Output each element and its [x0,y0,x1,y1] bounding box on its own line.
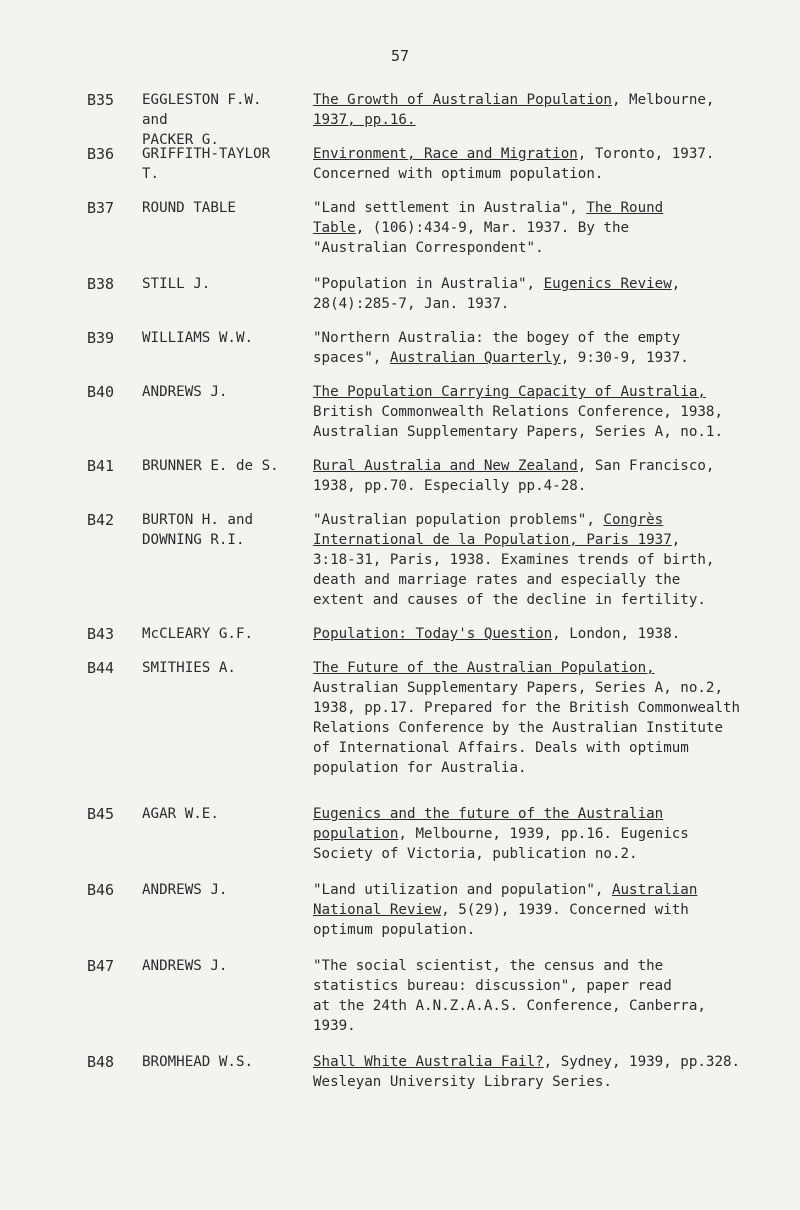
citation-line [313,382,800,402]
bibliography-entry [0,456,800,496]
citation-text: "Land settlement in Australia", [313,200,587,216]
citation-line [313,110,800,130]
citation-line [313,530,800,550]
entry-author [142,90,292,150]
citation-line [313,510,800,530]
citation-title: Shall White Australia Fail? [313,1054,544,1070]
entry-citation [313,624,800,644]
citation-text: spaces", [313,350,390,366]
citation-text: "Northern Australia: the bogey of the empty [313,330,681,346]
citation-text: of International Affairs. Deals with optimum [313,740,689,756]
entry-code: B46 [87,881,115,899]
author-line: GRIFFITH-TAYLOR [142,146,271,162]
author-line: ANDREWS J. [142,958,228,974]
bibliography-entry [0,1052,800,1092]
citation-text: extent and causes of the decline in fertility. [313,592,706,608]
entry-citation [313,90,800,130]
citation-title: International de la Population, Paris 1937 [313,532,672,548]
citation-line [313,1072,800,1092]
citation-line [313,1052,800,1072]
entry-code: B48 [87,1053,115,1071]
citation-line [313,844,800,864]
citation-text: "Australian Correspondent". [313,240,544,256]
author-line: ANDREWS J. [142,882,228,898]
citation-line [313,900,800,920]
citation-text: Society of Victoria, publication no.2. [313,846,638,862]
author-line: McCLEARY G.F. [142,626,254,642]
citation-text: British Commonwealth Relations Conference, 1938, [313,404,723,420]
citation-line [313,678,800,698]
entry-citation [313,956,800,1036]
bibliography-entry [0,956,800,1036]
citation-text: , 9:30-9, 1937. [560,350,689,366]
bibliography-entry [0,880,800,940]
citation-text: , (106):434-9, Mar. 1937. By the [355,220,630,236]
citation-line [313,402,800,422]
citation-title: National Review [313,902,442,918]
bibliography-list [0,90,800,1092]
citation-line [313,920,800,940]
entry-author [142,880,292,900]
entry-code: B47 [87,957,115,975]
citation-line [313,758,800,778]
entry-author [142,658,292,678]
citation-title: Congrès [603,512,664,528]
citation-line [313,198,800,218]
bibliography-entry [0,144,800,184]
citation-line [313,456,800,476]
citation-text: "The social scientist, the census and the [313,958,664,974]
citation-line [313,996,800,1016]
citation-line [313,570,800,590]
author-line: STILL J. [142,276,211,292]
citation-text: 1939. [313,1018,356,1034]
author-line: BRUNNER E. de S. [142,458,279,474]
entry-author [142,382,292,402]
entry-citation [313,274,800,314]
entry-code: B45 [87,805,115,823]
entry-citation [313,804,800,864]
bibliography-entry [0,804,800,864]
entry-author [142,956,292,976]
citation-title: population [313,826,399,842]
citation-title: Eugenics and the future of the Australian [313,806,664,822]
author-line: AGAR W.E. [142,806,219,822]
citation-line [313,880,800,900]
citation-text: 3:18-31, Paris, 1938. Examines trends of birth, [313,552,715,568]
citation-text: "Australian population problems", [313,512,604,528]
citation-text: , London, 1938. [552,626,681,642]
bibliography-entry [0,198,800,258]
citation-line [313,804,800,824]
citation-text: death and marriage rates and especially the [313,572,681,588]
citation-text: , [671,276,681,292]
citation-line [313,274,800,294]
citation-title: Environment, Race and Migration [313,146,578,162]
bibliography-entry [0,382,800,442]
entry-author [142,510,292,550]
citation-line [313,698,800,718]
entry-citation [313,510,800,610]
bibliography-entry [0,274,800,314]
citation-text: , 5(29), 1939. Concerned with [441,902,689,918]
citation-line [313,590,800,610]
entry-code: B36 [87,145,115,163]
entry-citation [313,1052,800,1092]
citation-title: Rural Australia and New Zealand [313,458,578,474]
citation-text: "Population in Australia", [313,276,544,292]
citation-text: , Melbourne, [611,92,715,108]
bibliography-entry [0,90,800,148]
citation-line [313,1016,800,1036]
bibliography-entry [0,328,800,368]
citation-title: The Future of the Australian Population, [313,660,655,676]
entry-code: B42 [87,511,115,529]
entry-author [142,624,292,644]
author-line: SMITHIES A. [142,660,236,676]
citation-title: Population: Today's Question [313,626,553,642]
citation-title: The Round [586,200,664,216]
author-line: ANDREWS J. [142,384,228,400]
citation-title: The Growth of Australian Population [313,92,612,108]
citation-line [313,824,800,844]
author-line: BROMHEAD W.S. [142,1054,254,1070]
entry-citation [313,382,800,442]
citation-text: optimum population. [313,922,476,938]
citation-line [313,328,800,348]
citation-text: Australian Supplementary Papers, Series A, no.1. [313,424,723,440]
page-number: 57 [390,47,410,65]
citation-line [313,550,800,570]
author-line: WILLIAMS W.W. [142,330,254,346]
entry-code: B37 [87,199,115,217]
entry-author [142,274,292,294]
author-line: ROUND TABLE [142,200,236,216]
citation-text: 28(4):285-7, Jan. 1937. [313,296,510,312]
entry-citation [313,328,800,368]
citation-line [313,218,800,238]
entry-citation [313,456,800,496]
entry-author [142,198,292,218]
entry-author [142,804,292,824]
citation-text: "Land utilization and population", [313,882,612,898]
bibliography-entry [0,510,800,610]
citation-title: 1937, pp.16. [313,112,416,128]
entry-code: B41 [87,457,115,475]
citation-title: The Population Carrying Capacity of Australia, [313,384,706,400]
citation-text: Australian Supplementary Papers, Series A, no.2, [313,680,723,696]
citation-line [313,238,800,258]
citation-title: Australian [611,882,698,898]
citation-line [313,956,800,976]
entry-code: B38 [87,275,115,293]
citation-text: at the 24th A.N.Z.A.A.S. Conference, Canberra, [313,998,706,1014]
entry-citation [313,880,800,940]
author-line: PACKER G. [142,132,219,148]
citation-text: 1938, pp.70. Especially pp.4-28. [313,478,587,494]
author-line: T. [142,166,160,182]
citation-text: Relations Conference by the Australian Institute [313,720,723,736]
bibliography-entry [0,658,800,778]
citation-title: Australian Quarterly [389,350,561,366]
entry-citation [313,658,800,778]
citation-line [313,476,800,496]
citation-line [313,144,800,164]
entry-code: B44 [87,659,115,677]
entry-code: B39 [87,329,115,347]
citation-line [313,738,800,758]
author-line: BURTON H. and [142,512,254,528]
entry-author [142,328,292,348]
citation-line [313,422,800,442]
citation-text: Wesleyan University Library Series. [313,1074,612,1090]
citation-title: Eugenics Review [543,276,672,292]
entry-citation [313,198,800,258]
citation-text: , Toronto, 1937. [577,146,715,162]
citation-line [313,624,800,644]
citation-text: , [671,532,681,548]
citation-line [313,294,800,314]
entry-author [142,456,292,476]
citation-line [313,164,800,184]
entry-code: B35 [87,91,115,109]
citation-text: population for Australia. [313,760,527,776]
entry-author [142,144,292,184]
author-line: and [142,112,168,128]
entry-author [142,1052,292,1072]
citation-line [313,348,800,368]
citation-line [313,90,800,110]
citation-title: Table [313,220,356,236]
citation-text: , San Francisco, [577,458,715,474]
citation-line [313,718,800,738]
citation-text: , Melbourne, 1939, pp.16. Eugenics [398,826,689,842]
entry-code: B40 [87,383,115,401]
citation-text: Concerned with optimum population. [313,166,604,182]
citation-text: 1938, pp.17. Prepared for the British Commonwealth [313,700,741,716]
author-line: EGGLESTON F.W. [142,92,262,108]
citation-text: statistics bureau: discussion", paper read [313,978,672,994]
citation-line [313,658,800,678]
entry-code: B43 [87,625,115,643]
bibliography-entry [0,624,800,644]
entry-citation [313,144,800,184]
citation-line [313,976,800,996]
author-line: DOWNING R.I. [142,532,245,548]
citation-text: , Sydney, 1939, pp.328. [543,1054,741,1070]
